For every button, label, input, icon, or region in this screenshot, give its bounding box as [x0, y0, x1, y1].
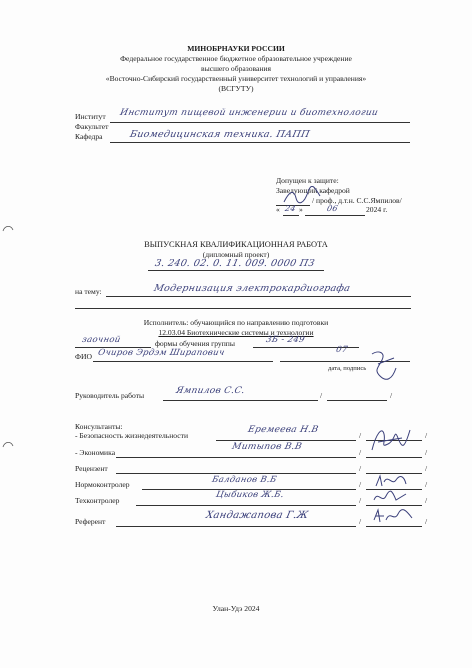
- normcontrol-slash-a: /: [359, 480, 362, 489]
- date-value: 07: [335, 345, 349, 355]
- reviewer-slash-b: /: [425, 464, 428, 473]
- normcontrol-slash-b: /: [425, 480, 428, 489]
- fio-label: ФИО: [75, 352, 92, 361]
- approval-head: Заведующий кафедрой: [276, 186, 350, 195]
- reviewer-underline: [116, 473, 356, 474]
- normcontrol-name: Балданов В.Б: [211, 475, 278, 485]
- referent-signature: [372, 506, 414, 526]
- performer-signature: [368, 346, 400, 386]
- department-underline: [110, 142, 410, 143]
- form-value: заочной: [81, 335, 122, 345]
- referent-slash-a: /: [359, 517, 362, 526]
- form-label: формы обучения группы: [155, 339, 235, 348]
- approval-month: 06: [326, 204, 339, 213]
- department-label: Кафедра: [75, 132, 103, 141]
- referent-label: Референт: [75, 517, 106, 526]
- reviewer-label: Рецензент: [75, 464, 108, 473]
- consultants-title: Консультанты:: [75, 422, 123, 431]
- approval-month-line: [305, 215, 365, 216]
- consultant-slash-2a: /: [359, 448, 362, 457]
- consultant-slash-2b: /: [425, 448, 428, 457]
- referent-underline: [116, 526, 356, 527]
- org-line-3: «Восточно-Сибирский государственный университет технологий и управления»: [105, 74, 367, 83]
- date-label: дата, подпись: [328, 365, 367, 372]
- topic-label: на тему:: [75, 287, 102, 296]
- org-line-1: Федеральное государственное бюджетное образовательное учреждение: [120, 54, 352, 63]
- supervisor-slash-2: /: [390, 391, 393, 400]
- performer-direction: 12.03.04 Биотехнические системы и технологии: [158, 328, 314, 337]
- approval-name: / проф., д.т.н. С.С.Ямпилов/: [312, 196, 402, 205]
- punch-mark-top: [2, 224, 14, 232]
- org-line-2: высшего образования: [201, 64, 271, 73]
- performer-label: Исполнитель: обучающийся по направлению подготовки: [143, 318, 329, 327]
- fio-underline: [93, 361, 273, 362]
- referent-name: Хандажапова Г.Ж: [204, 510, 310, 521]
- work-code-underline: [148, 270, 324, 271]
- techcontrol-signature: [372, 488, 408, 506]
- consultant-label-1: - Безопасность жизнедеятельности: [75, 431, 189, 440]
- footer-city-year: Улан-Удэ 2024: [212, 604, 260, 613]
- work-code: 3. 240. 02. 0. 11. 009. 0000 ПЗ: [153, 258, 316, 269]
- techcontrol-label: Техконтролер: [75, 496, 120, 505]
- approval-quote-open: «: [276, 205, 280, 214]
- normcontrol-label: Нормоконтролер: [75, 480, 130, 489]
- consultant-label-2: - Экономика: [75, 448, 116, 457]
- consultant-slash-1b: /: [425, 431, 428, 440]
- consultant-slash-1a: /: [359, 431, 362, 440]
- fio-value: Очиров Эрдэм Ширапович: [97, 348, 226, 358]
- supervisor-label: Руководитель работы: [75, 391, 145, 400]
- punch-mark-bottom: [2, 440, 14, 448]
- topic-underline: [106, 296, 411, 297]
- consultant-underline-2: [116, 457, 356, 458]
- approval-title: Допущен к защите:: [276, 176, 339, 185]
- group-value: 3Б - 249: [265, 335, 306, 345]
- techcontrol-slash-a: /: [359, 496, 362, 505]
- techcontrol-slash-b: /: [425, 496, 428, 505]
- referent-slash-b: /: [425, 517, 428, 526]
- consultant-name-1: Еремеева Н.В: [247, 425, 320, 435]
- techcontrol-underline: [136, 505, 356, 506]
- consultant-sign-line-2: [366, 457, 422, 458]
- approval-year: 2024 г.: [366, 205, 388, 214]
- supervisor-name: Ямпилов С.С.: [175, 386, 246, 396]
- techcontrol-name: Цыбиков Ж.Б.: [215, 490, 285, 500]
- institute-underline: [110, 122, 410, 123]
- topic-value: Модернизация электрокардиографа: [152, 283, 352, 294]
- work-title: ВЫПУСКНАЯ КВАЛИФИКАЦИОННАЯ РАБОТА: [144, 240, 328, 249]
- institute-label: Институт: [75, 112, 106, 121]
- topic-underline-2: [75, 308, 411, 309]
- supervisor-slash-1: /: [320, 391, 323, 400]
- consultant-name-2: Митыпов В.В: [231, 442, 303, 452]
- approval-day-line: [283, 215, 299, 216]
- work-subtitle: (дипломный проект): [202, 250, 270, 259]
- approval-quote-close: »: [299, 205, 303, 214]
- referent-sign-line: [366, 526, 422, 527]
- approval-day: 24: [284, 204, 297, 213]
- ministry-title: МИНОБРНАУКИ РОССИИ: [187, 44, 285, 53]
- institute-value: Институт пищевой инженерии и биотехнологии: [119, 108, 379, 118]
- org-line-4: (ВСГУТУ): [218, 84, 254, 93]
- department-value: Биомедицинская техника. ПАПП: [128, 129, 311, 140]
- consultant-signature-1: [368, 424, 412, 454]
- supervisor-sign-underline: [327, 400, 387, 401]
- supervisor-underline: [163, 400, 318, 401]
- consultant-underline-1: [216, 440, 356, 441]
- faculty-label: Факультет: [75, 122, 109, 131]
- reviewer-slash-a: /: [359, 464, 362, 473]
